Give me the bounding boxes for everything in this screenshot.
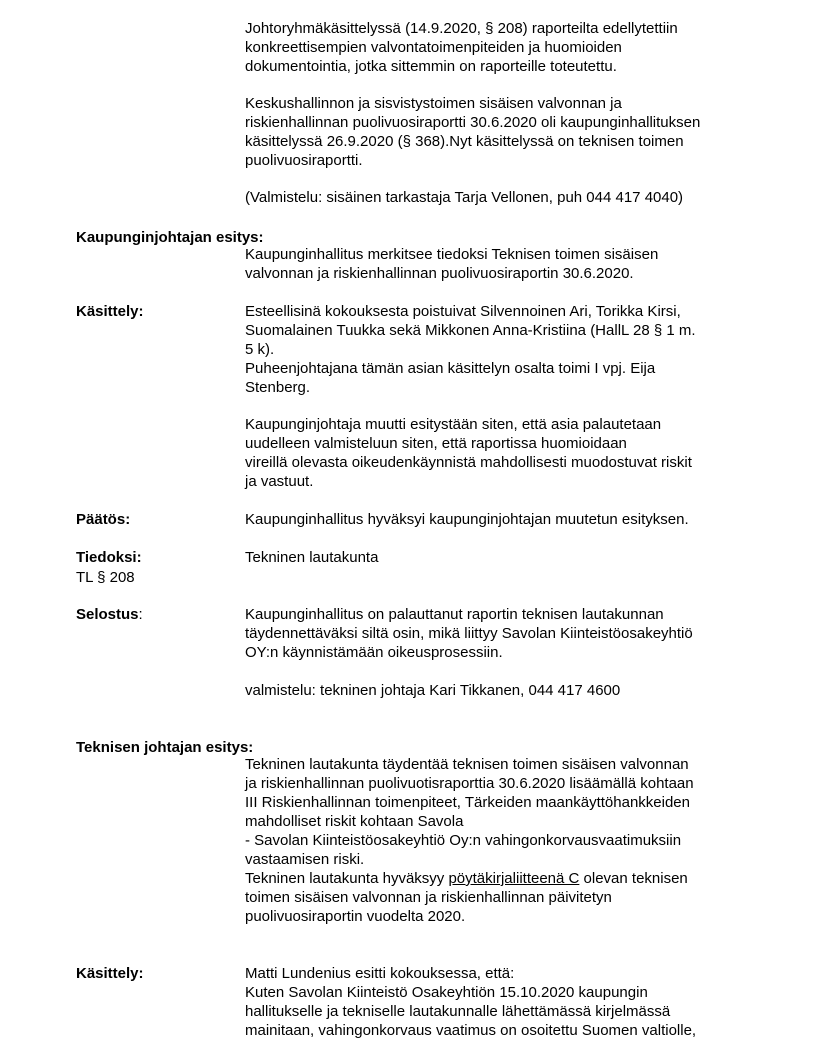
mayor-proposal-text: Kaupunginhallitus merkitsee tiedoksi Teknisen toimen sisäisen valvonnan ja riskienhallinnan puolivuosiraportin 30.6.2020. xyxy=(245,246,659,282)
explanation-label: Selostus: xyxy=(76,606,143,623)
intro-preparer: (Valmistelu: sisäinen tarkastaja Tarja Vellonen, puh 044 417 4040) xyxy=(245,189,684,206)
info-text: Tekninen lautakunta xyxy=(245,549,379,566)
intro-paragraph-1: Johtoryhmäkäsittelyssä (14.9.2020, § 208) raporteilta edellytettiin konkreettisempien valvontatoimenpiteiden ja huomioiden dokumentointia, jotka sittemmin on raporteille toteutettu. xyxy=(245,20,678,75)
appendix-c-link[interactable]: pöytäkirjaliitteenä C xyxy=(448,870,580,887)
explanation-text: Kaupunginhallitus on palauttanut raportin teknisen lautakunnan täydennettäväksi siltä osin, mikä liittyy Savolan Kiinteistöosakeyhtiö OY:n käynnistämään oikeusprosessiin. xyxy=(245,606,693,661)
handling-2-text: Matti Lundenius esitti kokouksessa, että: Kuten Savolan Kiinteistö Osakeyhtiön 15.10.2020 kaupungin hallitukselle ja tekniselle lautakunnalle lähettämässä kirjelmässä mainitaan, vahingonkorvaus vaatimus on osoitettu Suomen valtiolle, xyxy=(245,965,697,1039)
tech-proposal-label: Teknisen johtajan esitys: xyxy=(76,739,254,756)
decision-label: Päätös: xyxy=(76,511,131,528)
handling-2-label: Käsittely: xyxy=(76,965,144,982)
info-reference: TL § 208 xyxy=(76,569,135,586)
mayor-proposal-label: Kaupunginjohtajan esitys: xyxy=(76,229,264,246)
handling-1-paragraph-1: Esteellisinä kokouksesta poistuivat Silvennoinen Ari, Torikka Kirsi, Suomalainen Tuukka sekä Mikkonen Anna-Kristiina (HallL 28 § 1 m. 5 k). Puheenjohtajana tämän asian käsittelyn osalta toimi I vpj. Eija Stenberg. xyxy=(245,303,696,396)
decision-text: Kaupunginhallitus hyväksyi kaupunginjohtajan muutetun esityksen. xyxy=(245,511,689,528)
handling-1-paragraph-2: Kaupunginjohtaja muutti esitystään siten, että asia palautetaan uudelleen valmisteluun siten, että raportissa huomioidaan vireillä olevasta oikeudenkäynnistä mahdollisesti muodostuvat riskit ja vastuut. xyxy=(245,416,692,490)
explanation-preparer: valmistelu: tekninen johtaja Kari Tikkanen, 044 417 4600 xyxy=(245,682,621,699)
info-label: Tiedoksi: xyxy=(76,549,142,566)
tech-proposal-text: Tekninen lautakunta täydentää teknisen toimen sisäisen valvonnan ja riskienhallinnan puolivuotisraporttia 30.6.2020 lisäämällä kohtaan III Riskienhallinnan toimenpiteet, Tärkeiden maankäyttöhankkeiden mahdolliset riskit kohtaan Savola - Savolan Kiinteistöosakeyhtiö Oy:n vahingonkorvausvaatimuksiin vastaamisen riski. Tekninen lautakunta hyväksyy pöytäkirjaliitteenä C olevan teknisen toimen sisäisen valvonnan ja riskienhallinnan päivitetyn puolivuosiraportin vuodelta 2020. xyxy=(245,755,745,926)
intro-paragraph-2: Keskushallinnon ja sisvistystoimen sisäisen valvonnan ja riskienhallinnan puolivuosiraportti 30.6.2020 oli kaupunginhallituksen käsittelyssä 26.9.2020 (§ 368).Nyt käsittelyssä on teknisen toimen puolivuosiraportti. xyxy=(245,95,701,169)
tech-proposal-approval-line: Tekninen lautakunta hyväksyy pöytäkirjaliitteenä C olevan teknisen xyxy=(245,870,688,887)
handling-1-label: Käsittely: xyxy=(76,303,144,320)
